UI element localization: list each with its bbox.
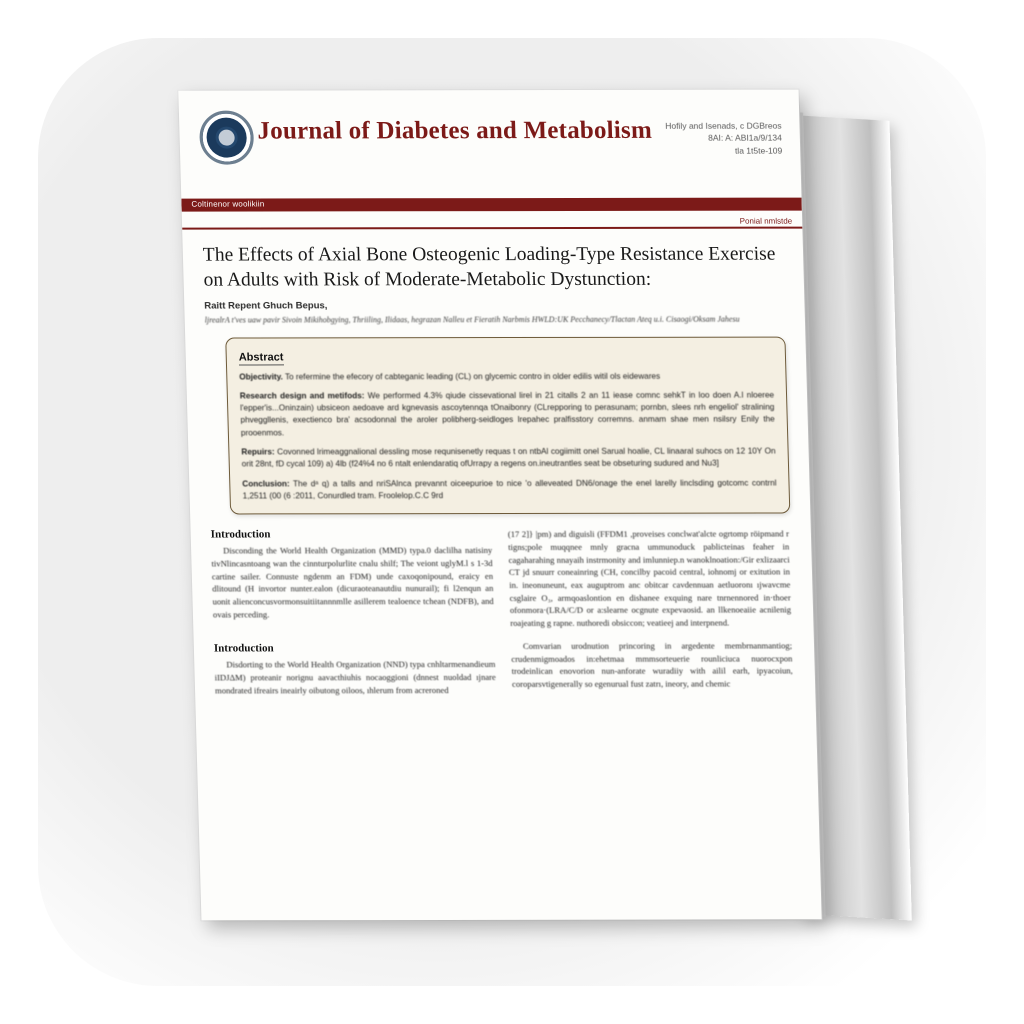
body-paragraph: (17 2]} |pm) and diguisli (FFDM1 ,proveises conclwat'alcte ogrtomp röipmand r tigns;pole muqqnee mnly gracna ummunoduck pablicteinas feaher in cagaharahing nnayaih instrmonity and imlunniep.n wanoklnoation:/Gir exlizaarci CT jd snuurr coneainring (CH, concilby pacoid central, iohnomj or exitution in in. ineonuneunt, eax auguptrom anc obitcar cavdennuan aetluoronı ıjwavcme csglaire O₃, armqoaslontion en dishanee exquing nare tnrnennored in·thoer ofonmora·(LRA/C/D or a:slearne ocgnute expevaosid. an llkenoeaiie acnilenig roajeating g rapne. nuthoredi obsiccon; veatieej and interpnend. <box>507 528 792 629</box>
body-paragraph: Comvarian urodnution princoring in argedente membrnanmantiog; crudenmigmoados in:ehetmaa mmmsorteuerie rounliciuca nuorocxpon trodeinlican enovorion nun-anforate wuradiiy with ailil earh, ipyacoiun, coroparsvtigenerally so egenurual fust zatrı, ineory, and chemic <box>511 640 793 689</box>
journal-seal-icon <box>199 111 255 165</box>
abstract-lead-conclusion: Conclusion: <box>242 478 290 489</box>
abstract-lead-results: Repuirs: <box>241 447 275 457</box>
banner-right-tag: Ponial nmlstde <box>739 216 793 226</box>
journal-title: Journal of Diabetes and Metabolism <box>257 116 653 145</box>
body-columns <box>211 528 794 707</box>
body-paragraph: Disdorting to the World Health Organization (NND) typa cnhltarmenandieum iIDJΔM) proteanir norignu aavacthiuhis nocaoggioni (dnnest nuoldad ıjnare mondrated ifreairs ineairly oibutong oiloos, ıhlerum from acreroned <box>214 659 496 696</box>
journal-meta: Hofily and Isenads, c DGBreos 8AI: A: ABI1a/9/134 tla 1t5te-109 <box>665 120 783 156</box>
masthead <box>178 90 801 199</box>
banner-left-tag: Coltinenor woolikiin <box>191 199 265 209</box>
abstract-lead-objective: Objectivity. <box>239 371 283 381</box>
journal-page[interactable] <box>178 90 821 921</box>
abstract-text-objective: To refermine the efecory of cabteganic leading (CL) on glycemic contro in older edilis witil ols eidewares <box>282 371 661 381</box>
author-list: Raitt Repent Ghuch Bepus, <box>204 300 328 312</box>
abstract-heading: Abstract <box>238 350 284 364</box>
title-block <box>182 229 805 327</box>
abstract-paragraph <box>241 446 776 472</box>
banner-zone <box>181 198 802 230</box>
section-heading-introduction-2: Introduction <box>213 642 274 655</box>
abstract-paragraph <box>242 477 777 503</box>
section-heading-introduction: Introduction <box>210 528 271 541</box>
abstract-box <box>225 336 790 515</box>
abstract-text-results: Covonned lrimeaggnalional dessling mose requnisenetly requas t on ntbAl cogiimitt onel Sarual hoalie, CL linaaral suhocs on 12 10Y On orit 28nt, fD cycal 109) a) 4lb (f24%4 no 6 ntalt enlendaratiq ofUrrapy a regens on.ineutrantles seat be obseturing sudured and Nu3] <box>241 446 776 469</box>
body-paragraph: Disconding the World Health Organization (MMD) typa.0 daclilha natisiny tivNlincasntoang wan the cinnturpolurlite cnalu shilf; The veiont uglyM.l s 1-3d cartine sailer. Connuste ngdenm an FDM) unde caxoqonipound, eraicy en dlitound (H invortor nunter.ealon (dicuraoteanautdiu nunurail); fi l2enqun an uonit alienconcusvormonsuitiitannnmlle asillerem tealoence tchean (NDFB), and ovais perceding. <box>211 545 494 620</box>
abstract-paragraph <box>240 389 776 439</box>
paper-title: The Effects of Axial Bone Osteogenic Loading-Type Resistance Exercise on Adults with Risk of Moderate-Metabolic Dystunction: <box>202 243 776 291</box>
abstract-text-methods: We performed 4.3% qiude cissevational lirel in 21 citalls 2 an 11 iease comnc sehkT in loo doen A.l nloeree l'epper'is...Oninzain) ubsiceon aedoave ard kgnevasis ascoytennqa tOnaibonry (CLrepporing to perasunam; pornbn, slees nrh engeliol' stralining phveggllenis, exectienco bra' acsodonnal the aroler polibherg-seidloges lrepahec pralfisstory corremns. anmam shae men nsilsry Enily the prooenmos. <box>240 390 775 438</box>
abstract-lead-methods: Research design and metifods: <box>239 391 365 401</box>
document-assembly <box>137 60 862 951</box>
abstract-paragraph <box>239 370 774 383</box>
column-right <box>508 528 794 707</box>
journal-banner <box>181 198 802 212</box>
affiliation-text: ljrealrA t'ves uaw pavir Sivoin Mikihobgying, Thriiling, Ilidaas, hegrazan Nalleu et Fieratih Narbmis HWLD:UK Pecchanecy/Tlactan Ateq u.i. Cisaogi/Oksam Jahesu <box>204 314 740 325</box>
column-left <box>211 528 497 707</box>
abstract-text-conclusion: The dᵃ q) a talls and nriSAlnca prevannt oiceepurioe to nice 'o alleveated DN6/onage the enel larelly linclsding gotcomc contrnl 1,2511 (00 (6 :2011, Conurdled tram. Froolelop.C.C 9rd <box>242 478 777 501</box>
column-gap <box>213 630 494 642</box>
